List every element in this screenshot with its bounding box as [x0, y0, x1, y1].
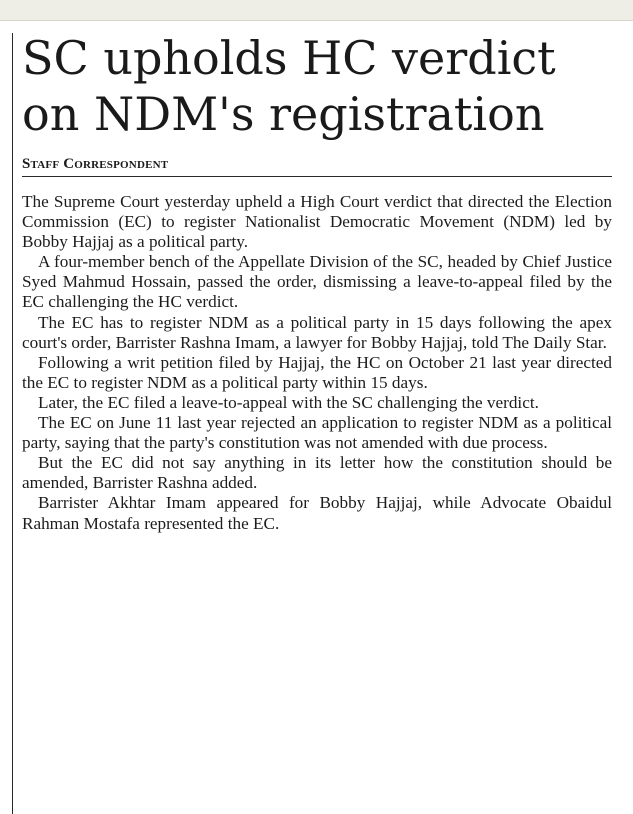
page-top-strip — [0, 0, 633, 21]
headline-line-2: on NDM's registration — [22, 87, 545, 141]
paragraph: Later, the EC filed a leave-to-appeal with the SC challenging the verdict. — [38, 392, 539, 412]
byline: Staff Correspondent — [22, 156, 612, 177]
article-body — [22, 192, 612, 534]
paragraph: The EC on June 11 last year rejected an application to register NDM as a political party, saying that the party's constitution was not amended with due process. — [22, 413, 612, 453]
paragraph: The EC has to register NDM as a political party in 15 days following the apex court's order, Barrister Rashna Imam, a lawyer for Bobby Hajjaj, told The Daily Star. — [22, 312, 612, 352]
paragraph: The Supreme Court yesterday upheld a High Court verdict that directed the Election Commission (EC) to register Nationalist Democratic Movement (NDM) led by Bobby Hajjaj as a political party. — [22, 192, 612, 252]
headline-line-1: SC upholds HC verdict — [22, 31, 556, 85]
headline — [22, 30, 612, 142]
news-article — [22, 30, 612, 534]
paragraph: But the EC did not say anything in its letter how the constitution should be amended, Barrister Rashna added. — [22, 453, 612, 493]
paragraph: A four-member bench of the Appellate Division of the SC, headed by Chief Justice Syed Mahmud Hossain, passed the order, dismissing a leave-to-appeal filed by the EC challenging the HC verdict. — [22, 252, 612, 312]
paragraph: Following a writ petition filed by Hajjaj, the HC on October 21 last year directed the EC to register NDM as a political party within 15 days. — [22, 352, 612, 392]
column-rule — [12, 33, 13, 814]
paragraph: Barrister Akhtar Imam appeared for Bobby Hajjaj, while Advocate Obaidul Rahman Mostafa represented the EC. — [22, 493, 612, 533]
